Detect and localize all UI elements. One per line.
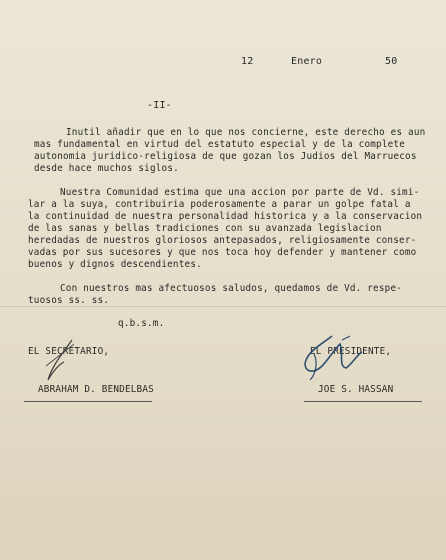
text-line: Nuestra Comunidad estima que una accion por parte de Vd. simi- — [60, 187, 420, 198]
right-signatory-title: EL PRESIDENTE, — [310, 346, 392, 357]
left-signature-icon — [42, 336, 102, 386]
text-line: tuosos ss. ss. — [28, 295, 110, 306]
text-line: Con nuestros mas afectuosos saludos, quedamos de Vd. respe- — [60, 283, 403, 294]
text-line: heredadas de nuestros gloriosos antepasados, religiosamente conser- — [28, 235, 417, 246]
text-line: de las sanas y bellas tradiciones con su avanzada legislacion — [28, 223, 382, 234]
text-line: buenos y dignos descendientes. — [28, 259, 202, 270]
closing-abbreviation: q.b.s.m. — [118, 318, 165, 329]
left-signatory-name: ABRAHAM D. BENDELBAS — [38, 384, 154, 395]
text-line: autonomia juridico-religiosa de que gozan los Judios del Marruecos — [34, 151, 417, 162]
right-signatory-name: JOE S. HASSAN — [318, 384, 394, 395]
left-signatory-title: EL SECRETARIO, — [28, 346, 110, 357]
text-line: mas fundamental en virtud del estatuto especial y de la complete — [34, 139, 406, 150]
date-month: Enero — [291, 56, 323, 67]
text-line: vadas por sus sucesores y que nos toca hoy defender y mantener como — [28, 247, 417, 258]
text-line: la continuidad de nuestra personalidad historica y a la conservacion — [28, 211, 423, 222]
page-marker: -II- — [147, 100, 172, 111]
date-year: 50 — [385, 56, 398, 67]
date-day: 12 — [241, 56, 254, 67]
text-line: Inutil añadir que en lo que nos concierne, este derecho es aun — [66, 127, 426, 138]
text-line: lar a la suya, contribuiria poderosamente a parar un golpe fatal a — [28, 199, 411, 210]
text-line: desde hace muchos siglos. — [34, 163, 179, 174]
right-signature-line — [304, 401, 422, 402]
right-signature-icon — [292, 326, 382, 386]
left-signature-line — [24, 401, 152, 402]
